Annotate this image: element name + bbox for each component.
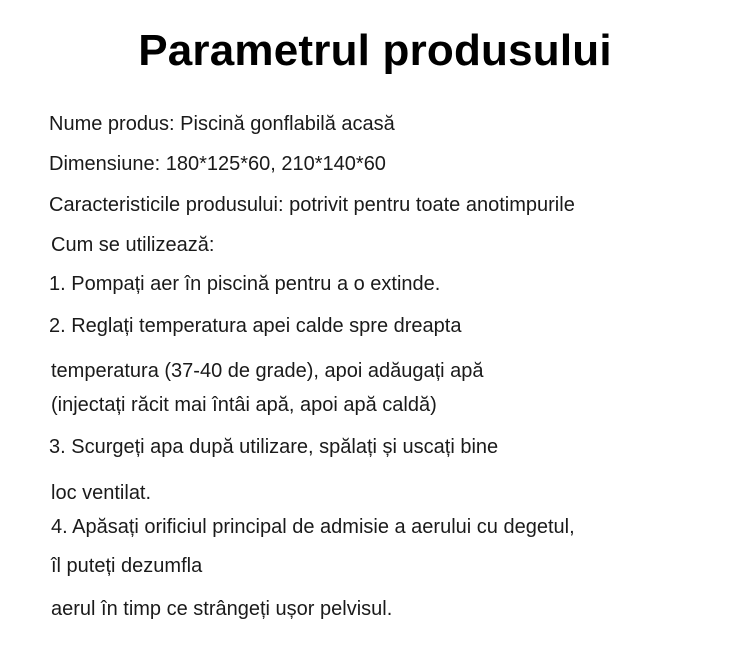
usage-step-4: 4. Apăsați orificiul principal de admisie a aerului cu degetul, <box>51 516 575 538</box>
usage-step-2-continued: temperatura (37-40 de grade), apoi adăugați apă <box>51 360 484 382</box>
usage-heading: Cum se utilizează: <box>51 234 215 256</box>
page-title: Parametrul produsului <box>138 26 612 75</box>
product-name-line: Nume produs: Piscină gonflabilă acasă <box>49 113 395 135</box>
dimension-line: Dimensiune: 180*125*60, 210*140*60 <box>49 153 386 175</box>
usage-step-3-continued: loc ventilat. <box>51 482 152 504</box>
usage-step-1: 1. Pompați aer în piscină pentru a o extinde. <box>49 273 441 295</box>
usage-step-3: 3. Scurgeți apa după utilizare, spălați și uscați bine <box>49 436 499 458</box>
usage-step-4-end: aerul în timp ce strângeți ușor pelvisul. <box>51 598 393 620</box>
characteristics-line: Caracteristicile produsului: potrivit pentru toate anotimpurile <box>49 194 575 216</box>
usage-step-2-note: (injectați răcit mai întâi apă, apoi apă caldă) <box>51 394 437 416</box>
usage-step-2: 2. Reglați temperatura apei calde spre dreapta <box>49 315 462 337</box>
usage-step-4-continued: îl puteți dezumfla <box>51 555 203 577</box>
